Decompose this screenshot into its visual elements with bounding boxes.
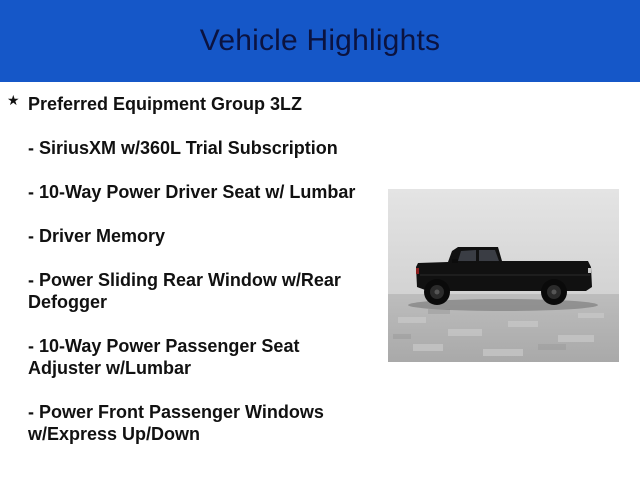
highlight-item: - SiriusXM w/360L Trial Subscription (28, 138, 338, 158)
vehicle-photo (388, 189, 619, 362)
highlight-item: - Power Front Passenger Windows w/Express Up/Down (28, 402, 324, 444)
highlights-list (28, 93, 363, 467)
highlight-item: - Driver Memory (28, 226, 166, 246)
header-banner (0, 0, 640, 82)
highlight-item: - 10-Way Power Driver Seat w/ Lumbar (28, 182, 356, 202)
star-icon: ★ (7, 93, 20, 109)
highlight-item: - 10-Way Power Passenger Seat Adjuster w/Lumbar (28, 336, 300, 378)
highlight-item: - Power Sliding Rear Window w/Rear Defogger (28, 270, 341, 312)
highlight-item: Preferred Equipment Group 3LZ (28, 94, 303, 114)
page-title: Vehicle Highlights (199, 24, 441, 57)
